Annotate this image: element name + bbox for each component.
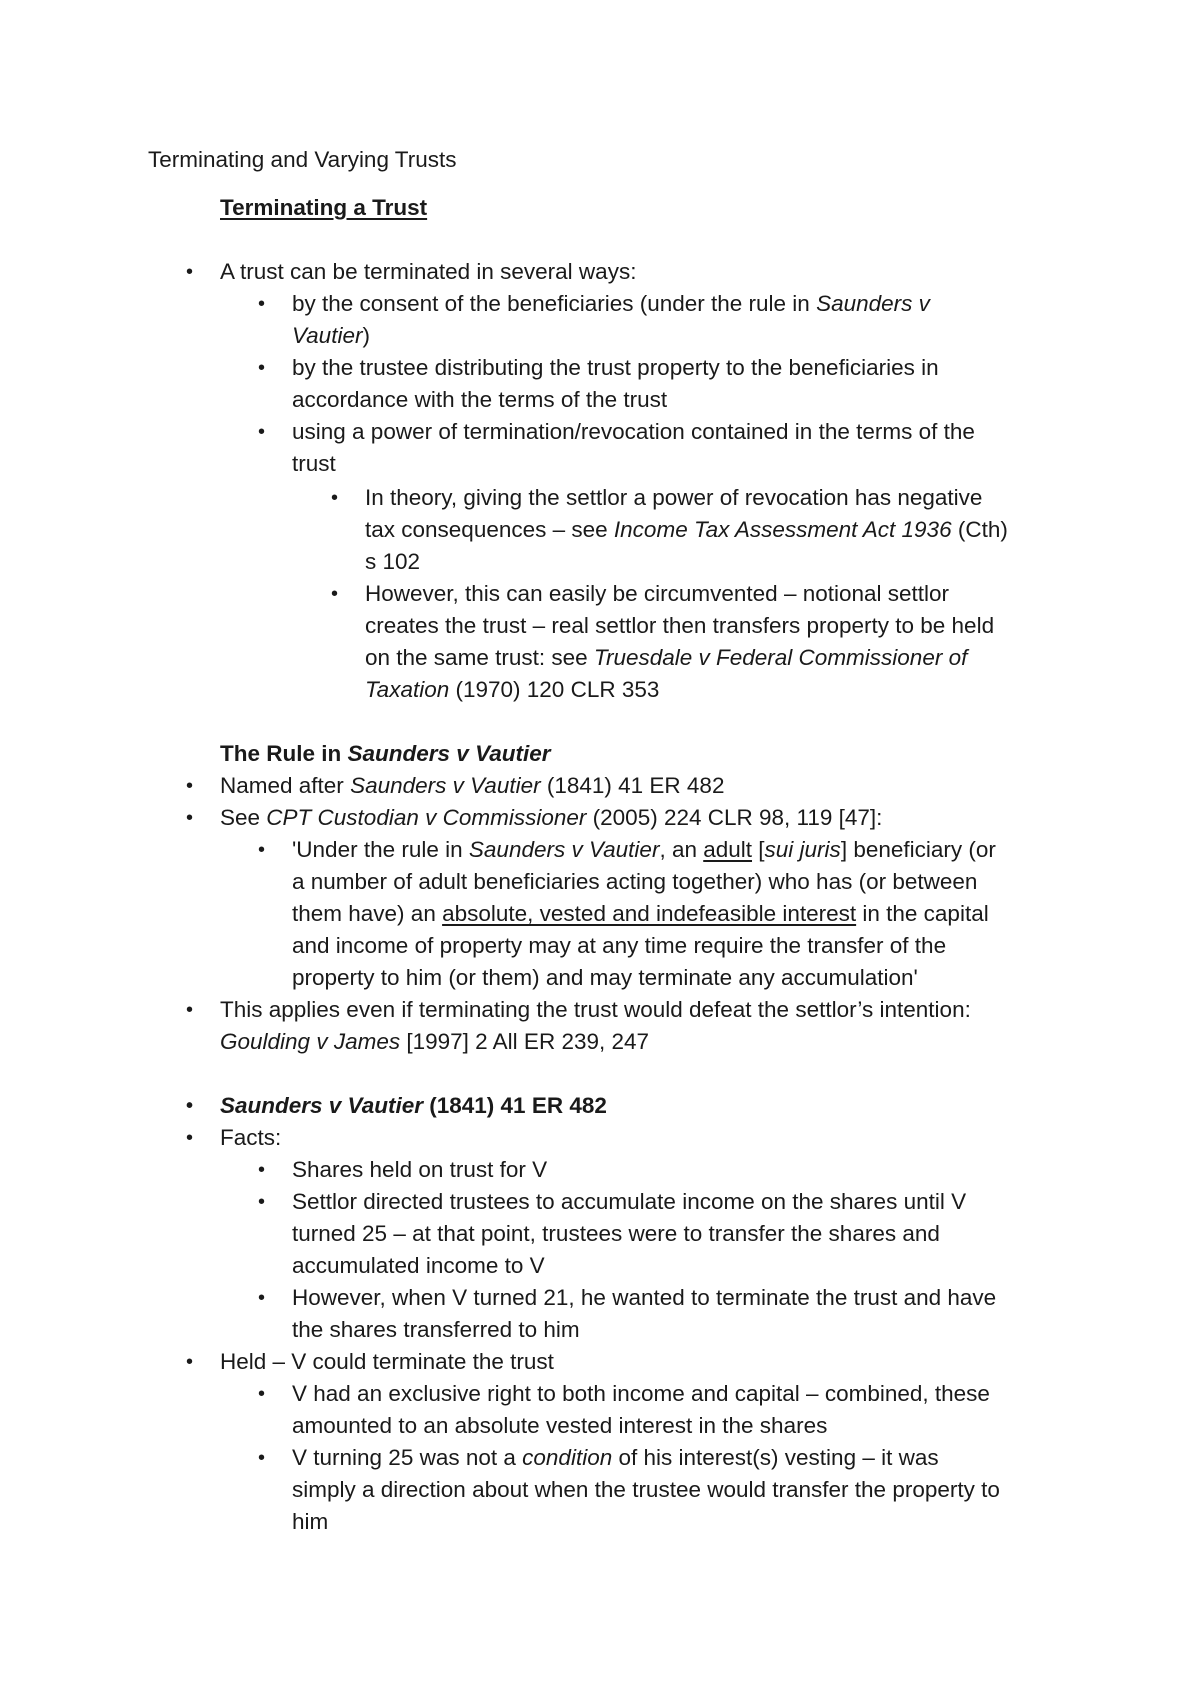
bullet-icon: • — [186, 261, 194, 283]
list-item: Facts: — [220, 1125, 282, 1150]
list-item: This applies even if terminating the trust would defeat the settlor’s intention: — [220, 997, 971, 1022]
quote-line: them have) an absolute, vested and indefeasible interest in the capital — [292, 901, 989, 926]
list-item-continuation: trust — [292, 451, 336, 476]
bullet-icon: • — [331, 487, 339, 509]
list-item-continuation: on the same trust: see Truesdale v Federal Commissioner of — [365, 645, 968, 670]
quote-line: a number of adult beneficiaries acting together) who has (or between — [292, 869, 978, 894]
case-name: CPT Custodian v Commissioner — [266, 805, 587, 830]
quote-line: and income of property may at any time require the transfer of the — [292, 933, 947, 958]
list-item: See CPT Custodian v Commissioner (2005) 224 CLR 98, 119 [47]: — [220, 805, 883, 830]
case-name: Saunders v — [816, 291, 930, 316]
list-item-continuation: the shares transferred to him — [292, 1317, 580, 1342]
bullet-icon: • — [186, 1127, 194, 1149]
bullet-icon: • — [258, 1383, 266, 1405]
list-item-continuation: Taxation (1970) 120 CLR 353 — [365, 677, 660, 702]
section-heading-terminating: Terminating a Trust — [220, 195, 428, 220]
bullet-icon: • — [258, 1159, 266, 1181]
list-item: V had an exclusive right to both income and capital – combined, these — [292, 1381, 990, 1406]
bullet-icon: • — [331, 583, 339, 605]
bullet-icon: • — [186, 775, 194, 797]
bullet-icon: • — [186, 999, 194, 1021]
list-item-continuation: accumulated income to V — [292, 1253, 545, 1278]
section-heading-rule: The Rule in Saunders v Vautier — [220, 741, 551, 766]
quote-line: 'Under the rule in Saunders v Vautier, an adult [sui juris] beneficiary (or — [292, 837, 996, 862]
list-item: Shares held on trust for V — [292, 1157, 548, 1182]
list-item: by the trustee distributing the trust property to the beneficiaries in — [292, 355, 939, 380]
case-name: Truesdale v Federal Commissioner of — [593, 645, 968, 670]
case-name: Taxation — [365, 677, 450, 702]
quote-line: property to him (or them) and may terminate any accumulation' — [292, 965, 918, 990]
list-item: In theory, giving the settlor a power of revocation has negative — [365, 485, 983, 510]
case-name: Vautier — [292, 323, 363, 348]
list-item: Held – V could terminate the trust — [220, 1349, 554, 1374]
bullet-icon: • — [258, 839, 266, 861]
underlined-term: absolute, vested and indefeasible interest — [442, 901, 857, 926]
bullet-icon: • — [258, 1191, 266, 1213]
bullet-icon: • — [258, 1287, 266, 1309]
list-item-continuation: simply a direction about when the trustee would transfer the property to — [292, 1477, 1000, 1502]
list-item-continuation: amounted to an absolute vested interest in the shares — [292, 1413, 828, 1438]
case-heading: Saunders v Vautier (1841) 41 ER 482 — [220, 1093, 607, 1118]
case-name: Goulding v James — [220, 1029, 401, 1054]
list-item-continuation: s 102 — [365, 549, 421, 574]
bullet-icon: • — [186, 1351, 194, 1373]
emphasis: condition — [522, 1445, 613, 1470]
latin-term: sui juris — [764, 837, 841, 862]
list-item: Named after Saunders v Vautier (1841) 41 ER 482 — [220, 773, 725, 798]
bullet-icon: • — [258, 293, 266, 315]
bullet-icon: • — [258, 1447, 266, 1469]
case-name: Saunders v Vautier — [350, 773, 541, 798]
bullet-icon: • — [258, 421, 266, 443]
list-item-continuation: Vautier) — [292, 323, 370, 348]
list-item: However, this can easily be circumvented – notional settlor — [365, 581, 950, 606]
list-item-continuation: Goulding v James [1997] 2 All ER 239, 247 — [220, 1029, 650, 1054]
list-item: A trust can be terminated in several ways: — [220, 259, 637, 284]
list-item: However, when V turned 21, he wanted to terminate the trust and have — [292, 1285, 997, 1310]
bullet-icon: • — [258, 357, 266, 379]
case-name: Saunders v Vautier — [220, 1093, 423, 1118]
list-item-continuation: accordance with the terms of the trust — [292, 387, 668, 412]
bullet-icon: • — [186, 1095, 194, 1117]
list-item: by the consent of the beneficiaries (under the rule in Saunders v — [292, 291, 930, 316]
list-item: using a power of termination/revocation contained in the terms of the — [292, 419, 975, 444]
list-item: Settlor directed trustees to accumulate income on the shares until V — [292, 1189, 967, 1214]
list-item-continuation: tax consequences – see Income Tax Assessment Act 1936 (Cth) — [365, 517, 1008, 542]
bullet-icon: • — [186, 807, 194, 829]
list-item: V turning 25 was not a condition of his interest(s) vesting – it was — [292, 1445, 939, 1470]
case-name: Saunders v Vautier — [347, 741, 551, 766]
document-title: Terminating and Varying Trusts — [148, 147, 457, 172]
underlined-term: adult — [703, 837, 753, 862]
list-item-continuation: creates the trust – real settlor then transfers property to be held — [365, 613, 995, 638]
statute-name: Income Tax Assessment Act 1936 — [613, 517, 952, 542]
list-item-continuation: turned 25 – at that point, trustees were to transfer the shares and — [292, 1221, 940, 1246]
list-item-continuation: him — [292, 1509, 329, 1534]
case-name: Saunders v Vautier — [468, 837, 660, 862]
